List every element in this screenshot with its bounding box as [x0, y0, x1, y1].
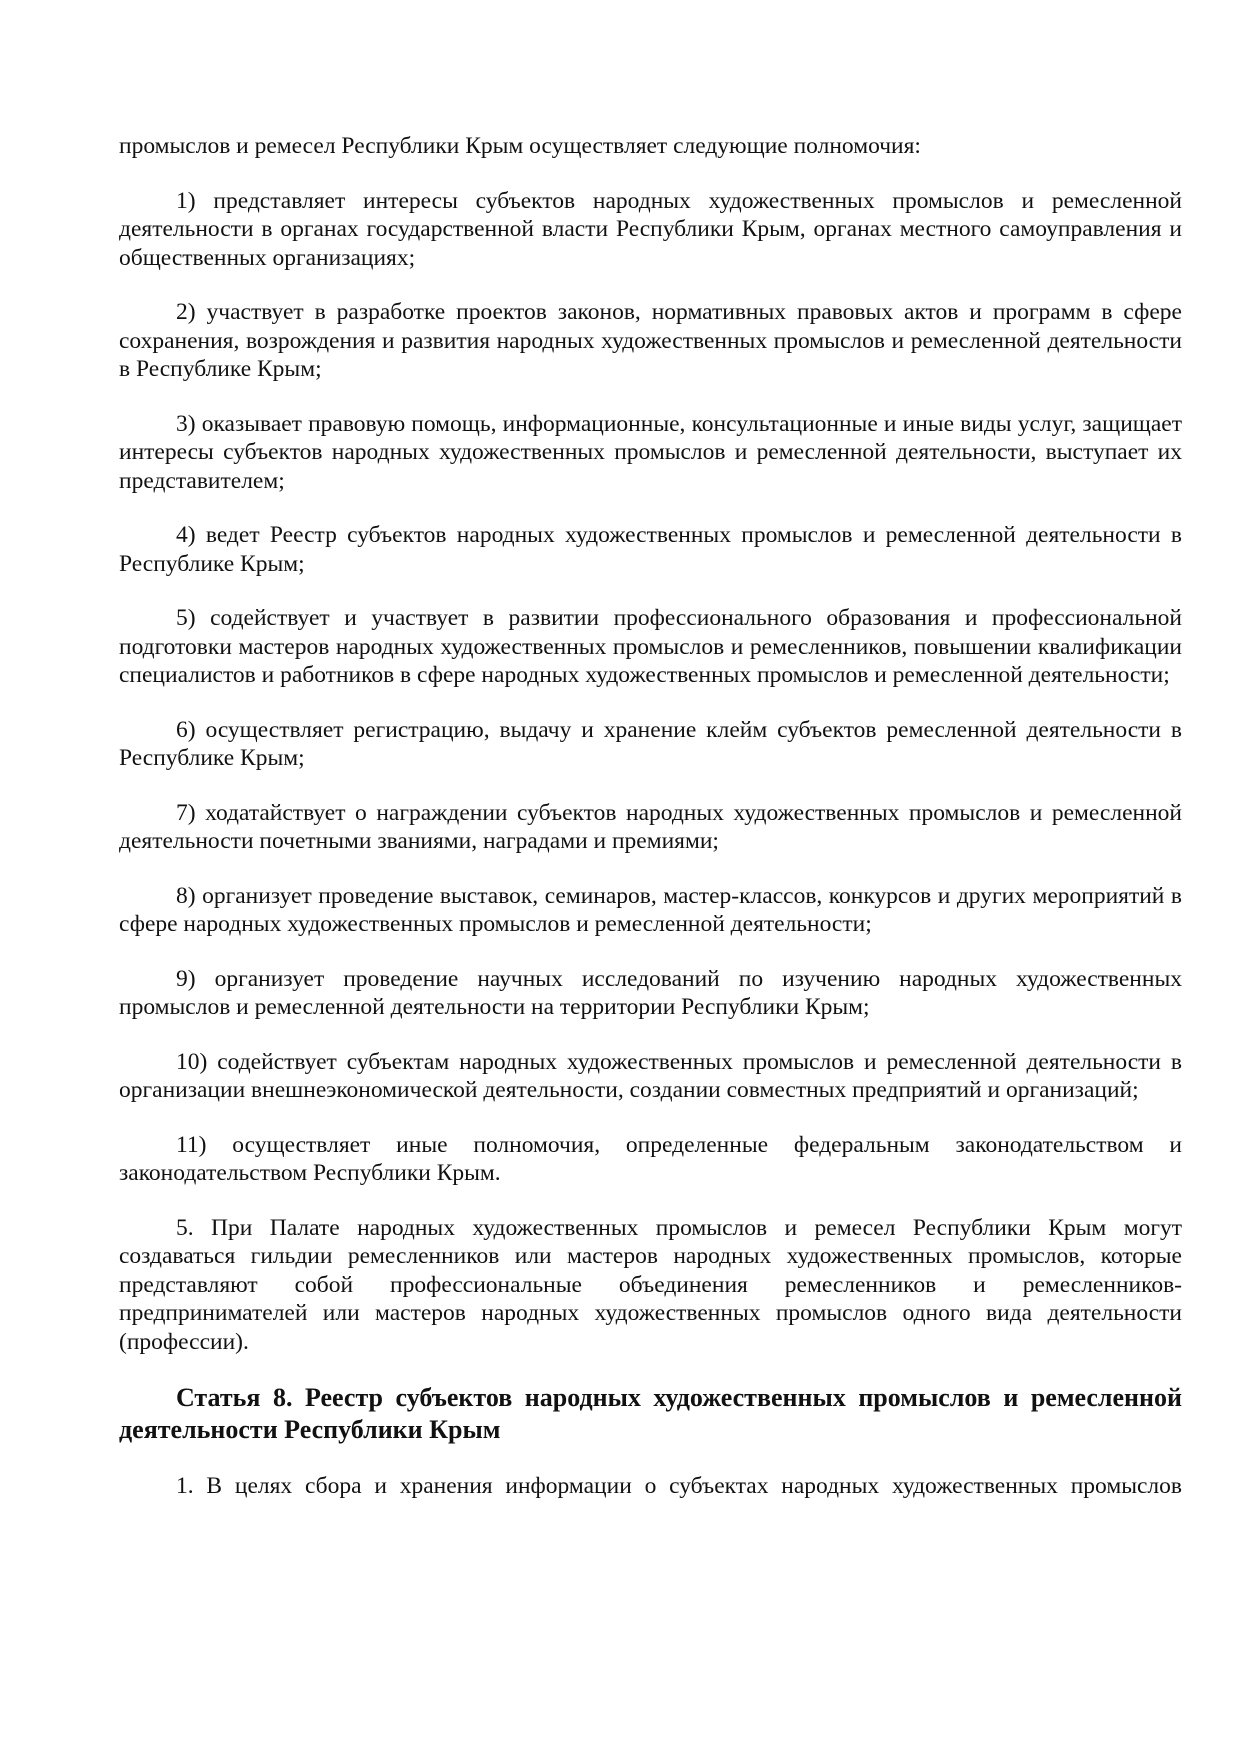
list-item-9: 9) организует проведение научных исследований по изучению народных художественных промыслов и ремесленной деятельности на территории Республики Крым;	[119, 965, 1182, 1020]
list-item-3: 3) оказывает правовую помощь, информационные, консультационные и иные виды услуг, защищает интересы субъектов народных художественных промыслов и ремесленной деятельности, выступает их представителем;	[119, 410, 1182, 494]
list-item-10: 10) содействует субъектам народных художественных промыслов и ремесленной деятельности в организации внешнеэкономической деятельности, создании совместных предприятий и организаций;	[119, 1048, 1182, 1103]
list-item-8: 8) организует проведение выставок, семинаров, мастер-классов, конкурсов и других мероприятий в сфере народных художественных промыслов и ремесленной деятельности;	[119, 882, 1182, 937]
list-item-2: 2) участвует в разработке проектов законов, нормативных правовых актов и программ в сфере сохранения, возрождения и развития народных художественных промыслов и ремесленной деятельности в Республике Крым;	[119, 299, 1182, 382]
article-8-heading: Статья 8. Реестр субъектов народных художественных промыслов и ремесленной деятельности Республики Крым	[119, 1383, 1182, 1444]
list-item-1: 1) представляет интересы субъектов народных художественных промыслов и ремесленной деятельности в органах государственной власти Республики Крым, органах местного самоуправления и общественных организациях;	[119, 187, 1182, 271]
intro-paragraph: промыслов и ремесел Республики Крым осуществляет следующие полномочия:	[119, 133, 921, 159]
paragraph-5: 5. При Палате народных художественных промыслов и ремесел Республики Крым могут создаваться гильдии ремесленников или мастеров народных художественных промыслов, которые представляют собой профессиональные объединения ремесленников и ремесленников-предпринимателей или мастеров народных художественных промыслов одного вида деятельности (профессии).	[119, 1214, 1182, 1355]
list-item-6: 6) осуществляет регистрацию, выдачу и хранение клейм субъектов ремесленной деятельности в Республике Крым;	[119, 716, 1182, 771]
list-item-4: 4) ведет Реестр субъектов народных художественных промыслов и ремесленной деятельности в Республике Крым;	[119, 522, 1182, 577]
document-page	[119, 132, 1182, 1527]
list-item-7: 7) ходатайствует о награждении субъектов народных художественных промыслов и ремесленной деятельности почетными званиями, наградами и премиями;	[119, 799, 1182, 854]
list-item-5: 5) содействует и участвует в развитии профессионального образования и профессиональной подготовки мастеров народных художественных промыслов и ремесленников, повышении квалификации специалистов и работников в сфере народных художественных промыслов и ремесленной деятельности;	[119, 605, 1182, 688]
article-8-paragraph-1: 1. В целях сбора и хранения информации о субъектах народных художественных промыслов	[176, 1473, 1182, 1499]
list-item-11: 11) осуществляет иные полномочия, определенные федеральным законодательством и законодательством Республики Крым.	[119, 1131, 1182, 1186]
